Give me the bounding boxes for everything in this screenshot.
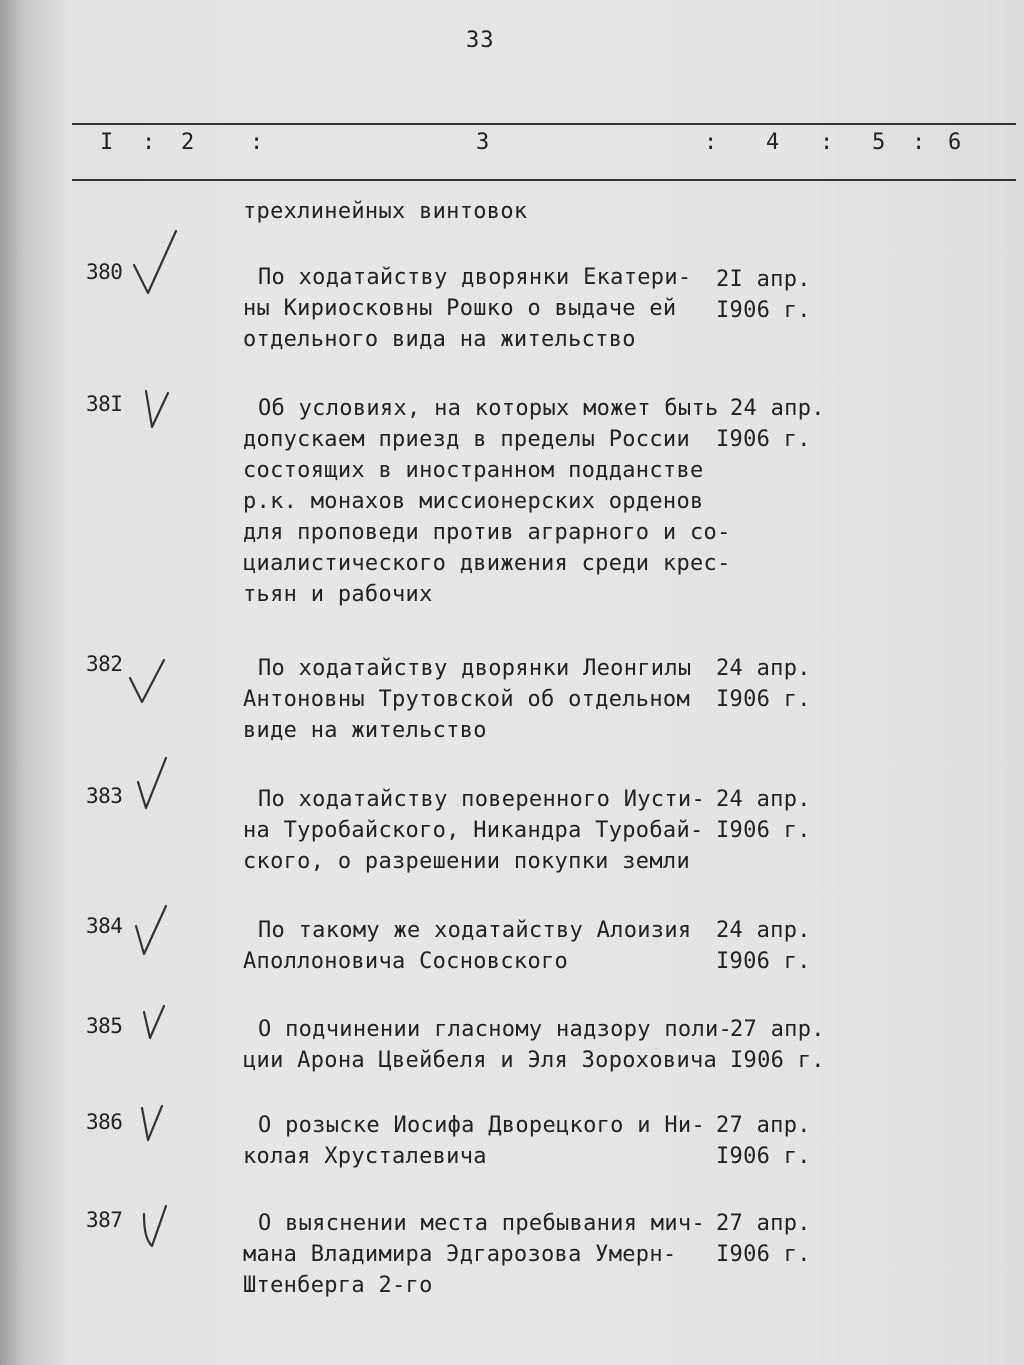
entry-date-day: 24 апр. xyxy=(730,396,825,421)
entry-line: колая Хрусталевича xyxy=(243,1144,487,1169)
header-rule-bottom xyxy=(72,179,1016,181)
entry-date-year: I906 г. xyxy=(730,1048,825,1073)
entry-number: 380 xyxy=(86,260,123,284)
column-separator: : xyxy=(912,130,926,155)
check-mark-icon xyxy=(124,650,174,712)
entry-line: Антоновны Трутовской об отдельном xyxy=(243,687,690,712)
entry-date-year: I906 г. xyxy=(716,298,811,323)
entry-date-day: 27 апр. xyxy=(716,1211,811,1236)
column-separator: : xyxy=(704,130,718,155)
entry-line: тьян и рабочих xyxy=(243,582,433,607)
entry-number: 382 xyxy=(86,652,123,676)
entry-line: отдельного вида на жительство xyxy=(243,327,636,352)
entry-date-year: I906 г. xyxy=(716,949,811,974)
entry-number: 385 xyxy=(86,1014,123,1038)
column-header-3: 3 xyxy=(476,130,490,155)
entry-date-year: I906 г. xyxy=(716,1242,811,1267)
entry-line: ского, о разрешении покупки земли xyxy=(243,849,690,874)
entry-line: виде на жительство xyxy=(243,718,487,743)
entry-line: О розыске Иосифа Дворецкого и Ни- xyxy=(258,1113,705,1138)
entry-date-day: 27 апр. xyxy=(730,1017,825,1042)
entry-number: 387 xyxy=(86,1208,123,1232)
entry-line: По такому же ходатайству Алоизия xyxy=(258,918,692,943)
column-header-4: 4 xyxy=(766,130,780,155)
entry-number: 383 xyxy=(86,784,123,808)
column-header-1: I xyxy=(100,130,114,155)
entry-number: 384 xyxy=(86,914,123,938)
check-mark-icon xyxy=(136,1200,176,1252)
entry-line: По ходатайству поверенного Иусти- xyxy=(258,787,705,812)
check-mark-icon xyxy=(128,225,188,300)
check-mark-icon xyxy=(126,900,176,962)
column-header-6: 6 xyxy=(948,130,962,155)
binding-shadow xyxy=(0,0,70,1365)
entry-date-day: 2I апр. xyxy=(716,267,811,292)
entry-line: О выяснении места пребывания мич- xyxy=(258,1211,705,1236)
page-number: 33 xyxy=(466,28,495,53)
entry-line: мана Владимира Эдгарозова Умерн- xyxy=(243,1242,677,1267)
column-separator: : xyxy=(142,130,156,155)
header-rule-top xyxy=(72,123,1016,125)
entry-date-year: I906 г. xyxy=(716,687,811,712)
entry-date-day: 24 апр. xyxy=(716,787,811,812)
entry-date-year: I906 г. xyxy=(716,427,811,452)
entry-line: на Туробайского, Никандра Туробай- xyxy=(243,818,704,843)
check-mark-icon xyxy=(136,1100,170,1148)
check-mark-icon xyxy=(138,1000,174,1045)
entry-line: допускаем приезд в пределы России xyxy=(243,427,690,452)
entry-line: состоящих в иностранном подданстве xyxy=(243,458,704,483)
entry-date-day: 27 апр. xyxy=(716,1113,811,1138)
entry-line: По ходатайству дворянки Леонгилы xyxy=(258,656,692,681)
entry-line: для проповеди против аграрного и со- xyxy=(243,520,731,545)
entry-date-day: 24 апр. xyxy=(716,918,811,943)
entry-line: ции Арона Цвейбеля и Эля Зороховича xyxy=(243,1048,718,1073)
entry-line: О подчинении гласному надзору поли- xyxy=(258,1017,733,1042)
entry-date-year: I906 г. xyxy=(716,818,811,843)
entry-line: ны Кириосковны Рошко о выдаче ей xyxy=(243,296,677,321)
entry-line: р.к. монахов миссионерских орденов xyxy=(243,489,704,514)
continuation-line: трехлинейных винтовок xyxy=(243,199,528,224)
column-header-2: 2 xyxy=(181,130,195,155)
entry-number: 386 xyxy=(86,1110,123,1134)
column-separator: : xyxy=(250,130,264,155)
entry-date-year: I906 г. xyxy=(716,1144,811,1169)
entry-number: 38I xyxy=(86,392,123,416)
check-mark-icon xyxy=(138,385,178,435)
column-header-5: 5 xyxy=(872,130,886,155)
entry-date-day: 24 апр. xyxy=(716,656,811,681)
entry-line: Аполлоновича Сосновского xyxy=(243,949,569,974)
entry-line: Об условиях, на которых может быть xyxy=(258,396,719,421)
entry-line: циалистического движения среди крес- xyxy=(243,551,731,576)
entry-line: Штенберга 2-го xyxy=(243,1273,433,1298)
check-mark-icon xyxy=(132,752,174,814)
column-separator: : xyxy=(820,130,834,155)
entry-line: По ходатайству дворянки Екатери- xyxy=(258,265,692,290)
